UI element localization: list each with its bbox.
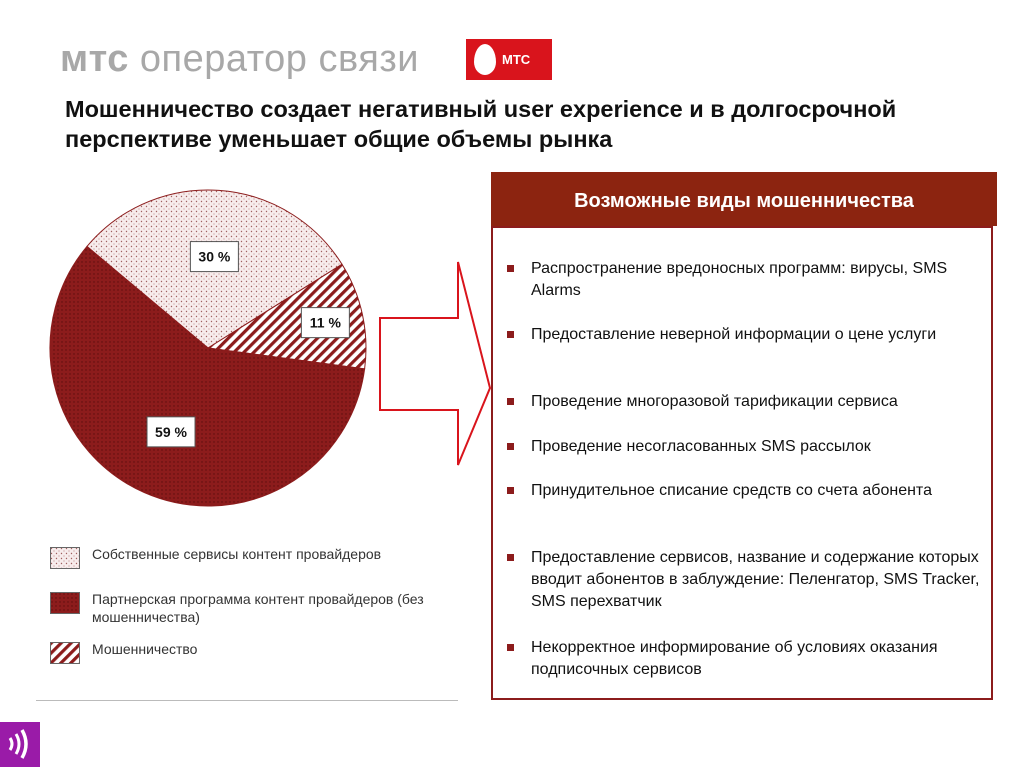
data-label: 30 % [198, 248, 231, 265]
legend-label: Партнерская программа контент провайдеров (без мошенничества) [92, 591, 424, 625]
bullet-square-icon [507, 265, 514, 272]
data-label: 59 % [155, 423, 187, 440]
list-item-text: Некорректное информирование об условиях оказания подписочных сервисов [531, 639, 938, 678]
data-label: 11 % [309, 314, 341, 331]
sound-waves-icon [0, 722, 40, 767]
bullet-square-icon [507, 644, 514, 651]
legend-swatch-dark [50, 592, 80, 614]
bullet-square-icon [507, 554, 514, 561]
legend-swatch-dots [50, 547, 80, 569]
list-item-text: Проведение многоразовой тарификации сервиса [531, 393, 898, 410]
panel-title: Возможные виды мошенничества [574, 190, 914, 212]
page-title: Мошенничество создает негативный user experience и в долгосрочной перспективе уменьшает общие объемы рынка [65, 96, 897, 152]
list-item-text: Принудительное списание средств со счета абонента [531, 482, 932, 499]
bullet-square-icon [507, 331, 514, 338]
list-item-text: Предоставление сервисов, название и содержание которых вводит абонентов в заблуждение: Пеленгатор, SMS Tracker, SMS перехватчик [531, 549, 980, 610]
list-item-text: Предоставление неверной информации о цене услуги [531, 326, 937, 343]
legend-label: Мошенничество [92, 641, 198, 657]
brand-name-bold: мтс [60, 38, 129, 80]
bullet-square-icon [507, 398, 514, 405]
bullet-square-icon [507, 487, 514, 494]
bullet-square-icon [507, 443, 514, 450]
list-item-text: Проведение несогласованных SMS рассылок [531, 438, 871, 455]
legend-swatch-stripes [50, 642, 80, 664]
brand-name-rest: оператор связи [139, 38, 419, 80]
legend-label: Собственные сервисы контент провайдеров [92, 546, 382, 562]
list-item-text: Распространение вредоносных программ: вирусы, SMS Alarms [531, 260, 948, 299]
divider [36, 700, 458, 701]
pie-chart [50, 190, 366, 506]
logo-text: МТС [502, 52, 531, 67]
arrow-shape [380, 262, 490, 465]
